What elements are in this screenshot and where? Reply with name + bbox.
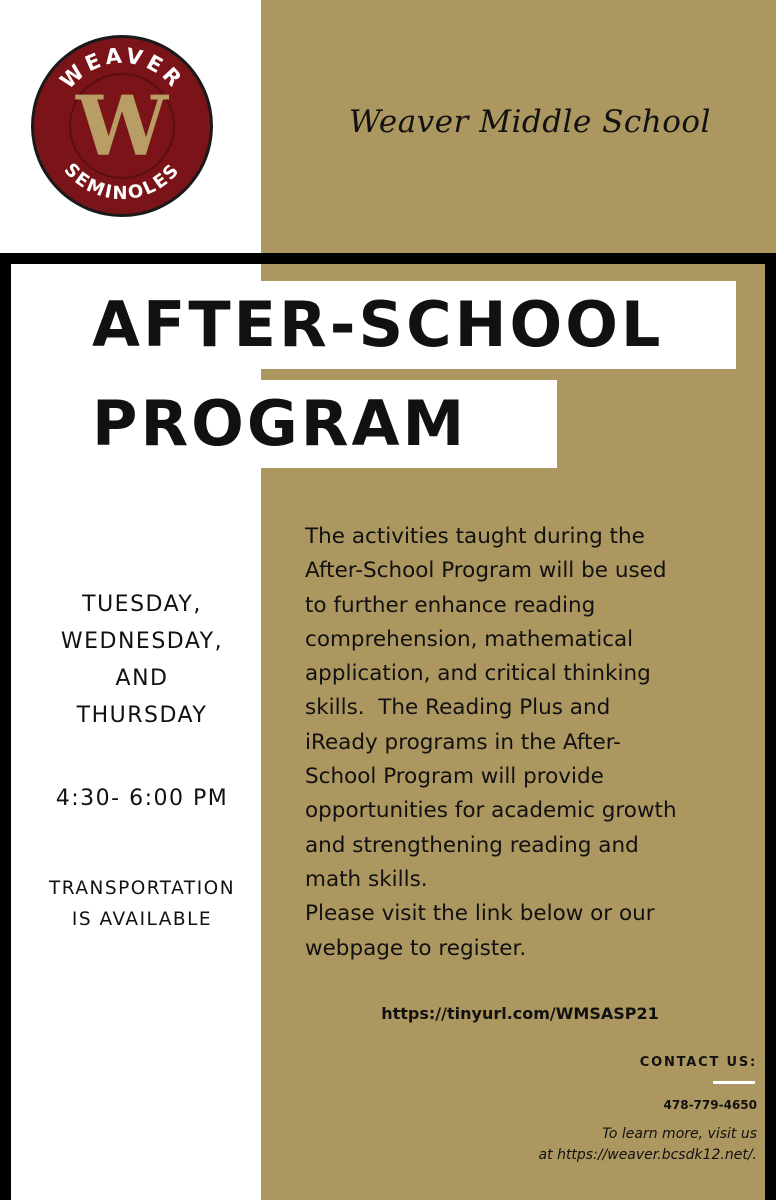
title-line-1: AFTER-SCHOOL — [66, 281, 736, 369]
contact-divider — [713, 1081, 755, 1084]
transportation-note — [24, 873, 260, 935]
description-line: to further enhance reading — [305, 592, 596, 618]
school-name: Weaver Middle School — [349, 104, 711, 140]
transportation-line: TRANSPORTATION — [48, 878, 236, 899]
contact-heading: CONTACT US: — [639, 1055, 757, 1070]
description-line: Please visit the link below or our — [305, 901, 655, 927]
schedule-time: 4:30- 6:00 PM — [55, 786, 229, 811]
logo-letter-w: W — [75, 79, 169, 175]
description-line: opportunities for academic growth — [305, 798, 677, 824]
description-line: application, and critical thinking — [305, 661, 651, 687]
transportation-line: IS AVAILABLE — [71, 909, 213, 930]
description-line: math skills. — [305, 866, 428, 892]
description-line: After-School Program will be used — [305, 558, 667, 584]
title-line-2: PROGRAM — [66, 380, 557, 468]
program-description — [305, 520, 755, 966]
schedule-day: AND — [115, 666, 169, 691]
description-line: webpage to register. — [305, 935, 527, 961]
learn-more-line: at https://weaver.bcsdk12.net/. — [538, 1147, 757, 1163]
schedule-day: TUESDAY, — [82, 592, 202, 617]
learn-more-note — [517, 1124, 757, 1166]
description-line: iReady programs in the After- — [305, 729, 621, 755]
description-line: skills. The Reading Plus and — [305, 695, 611, 721]
description-line: The activities taught during the — [305, 524, 645, 549]
logo-top-text: WEAVER — [55, 43, 189, 94]
registration-link[interactable]: https://tinyurl.com/WMSASP21 — [381, 1004, 659, 1023]
logo-bottom-text: SEMINOLES — [59, 159, 185, 205]
learn-more-line: To learn more, visit us — [602, 1126, 757, 1142]
contact-phone[interactable]: 478-779-4650 — [663, 1098, 757, 1112]
schedule-day: THURSDAY — [76, 703, 208, 728]
description-line: comprehension, mathematical — [305, 626, 634, 652]
schedule-day: WEDNESDAY, — [60, 629, 224, 654]
schedule-days — [24, 586, 260, 734]
description-line: School Program will provide — [305, 764, 604, 790]
weaver-seminoles-logo — [29, 33, 215, 219]
description-line: and strengthening reading and — [305, 832, 639, 858]
